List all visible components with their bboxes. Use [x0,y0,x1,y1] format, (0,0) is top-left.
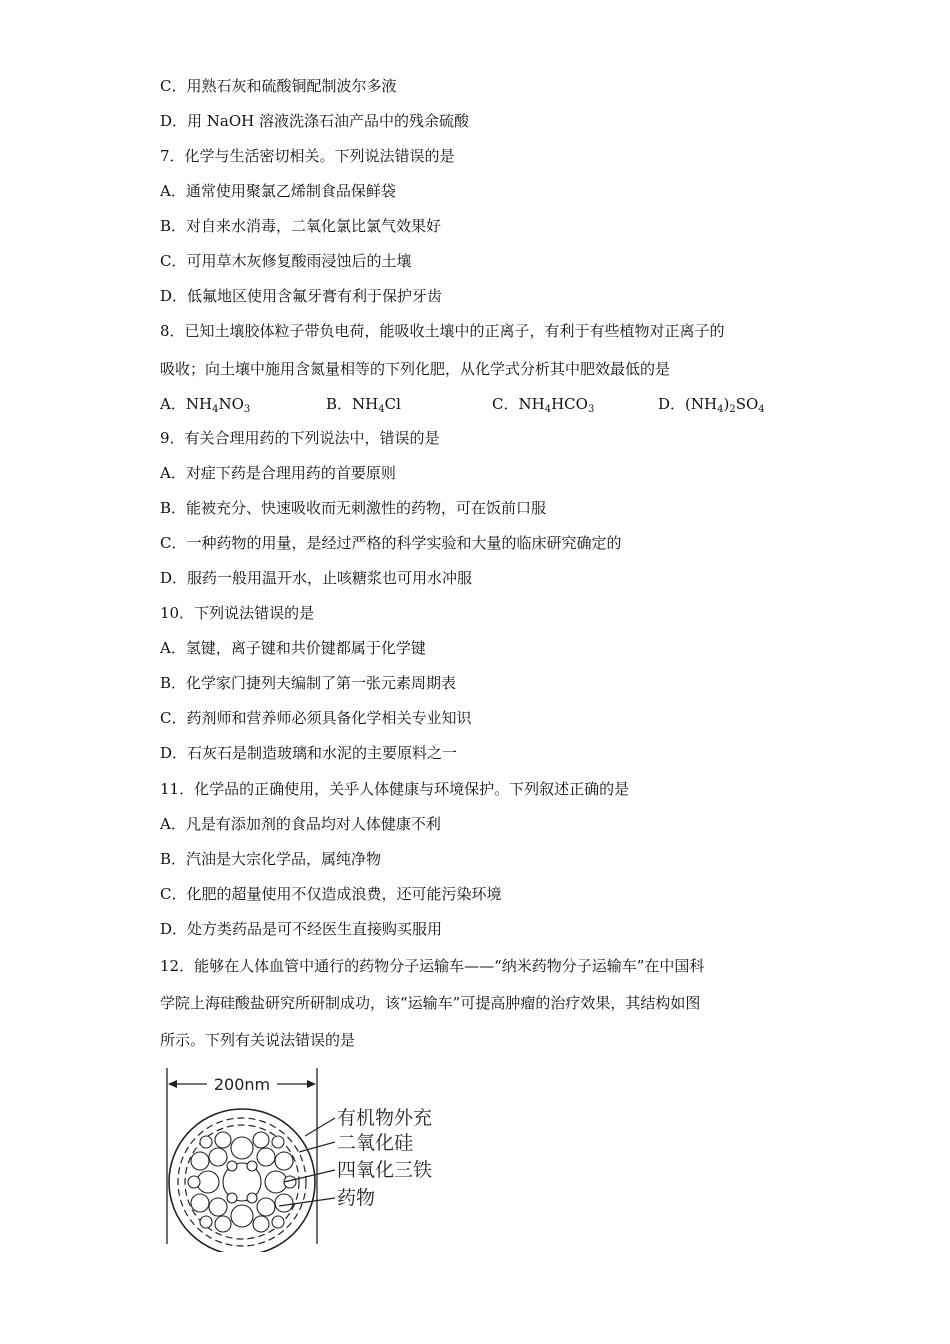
question-11-option-c: C．化肥的超量使用不仅造成浪费，还可能污染环境 [160,885,502,903]
question-9-stem: 9．有关合理用药的下列说法中，错误的是 [160,429,440,447]
question-11-stem: 11．化学品的正确使用，关乎人体健康与环境保护。下列叙述正确的是 [160,780,630,798]
question-7-option-a: A．通常使用聚氯乙烯制食品保鲜袋 [160,182,396,200]
question-8-stem-line1: 8．已知土壤胶体粒子带负电荷，能吸收土壤中的正离子，有利于有些植物对正离子的 [160,322,725,340]
question-7-option-b: B．对自来水消毒，二氧化氯比氯气效果好 [160,217,442,235]
question-7-stem: 7．化学与生活密切相关。下列说法错误的是 [160,147,455,165]
question-12-stem-line1: 12．能够在人体血管中通行的药物分子运输车——“纳米药物分子运输车”在中国科 [160,957,705,975]
question-9-option-a: A．对症下药是合理用药的首要原则 [160,464,396,482]
dimension-label: 200nm [213,1075,271,1094]
label-organic-shell: 有机物外充 [337,1107,433,1129]
line-6c: C．用熟石灰和硫酸铜配制波尔多液 [160,77,397,95]
question-9-option-b: B．能被充分、快速吸收而无刺激性的药物，可在饭前口服 [160,499,547,517]
label-silica: 二氧化硅 [337,1132,414,1154]
question-8-option-a: A．$NH_4NO_3$ [160,395,251,415]
question-10-stem: 10．下列说法错误的是 [160,604,315,622]
line-6d: D．用 NaOH 溶液洗涤石油产品中的残余硫酸 [160,112,470,130]
question-7-option-d: D．低氟地区使用含氟牙膏有利于保护牙齿 [160,287,443,305]
question-9-option-c: C．一种药物的用量，是经过严格的科学实验和大量的临床研究确定的 [160,534,622,552]
question-11-option-a: A．凡是有添加剂的食品均对人体健康不利 [160,815,441,833]
label-drug: 药物 [337,1187,376,1209]
question-12-stem-line2: 学院上海硅酸盐研究所研制成功，该“运输车”可提高肿瘤的治疗效果，其结构如图 [160,994,701,1012]
question-10-option-d: D．石灰石是制造玻璃和水泥的主要原料之一 [160,744,458,762]
label-iron-oxide: 四氧化三铁 [337,1159,433,1181]
question-8-option-c: C．$NH_4HCO_3$ [492,395,595,415]
question-11-option-d: D．处方类药品是可不经医生直接购买服用 [160,920,443,938]
question-8-option-b: B．$NH_4Cl$ [326,395,401,415]
question-10-option-a: A．氢键，离子键和共价键都属于化学键 [160,639,426,657]
question-12-stem-line3: 所示。下列有关说法错误的是 [160,1031,356,1049]
question-11-option-b: B．汽油是大宗化学品，属纯净物 [160,850,382,868]
nanoparticle-structure-diagram [155,1062,475,1252]
question-10-option-c: C．药剂师和营养师必须具备化学相关专业知识 [160,709,472,727]
question-8-option-d: D．$(NH_4)_2SO_4$ [658,395,765,415]
question-10-option-b: B．化学家门捷列夫编制了第一张元素周期表 [160,674,457,692]
question-9-option-d: D．服药一般用温开水，止咳糖浆也可用水冲服 [160,569,473,587]
question-7-option-c: C．可用草木灰修复酸雨浸蚀后的土壤 [160,252,412,270]
question-8-stem-line2: 吸收；向土壤中施用含氮量相等的下列化肥，从化学式分析其中肥效最低的是 [160,360,671,378]
